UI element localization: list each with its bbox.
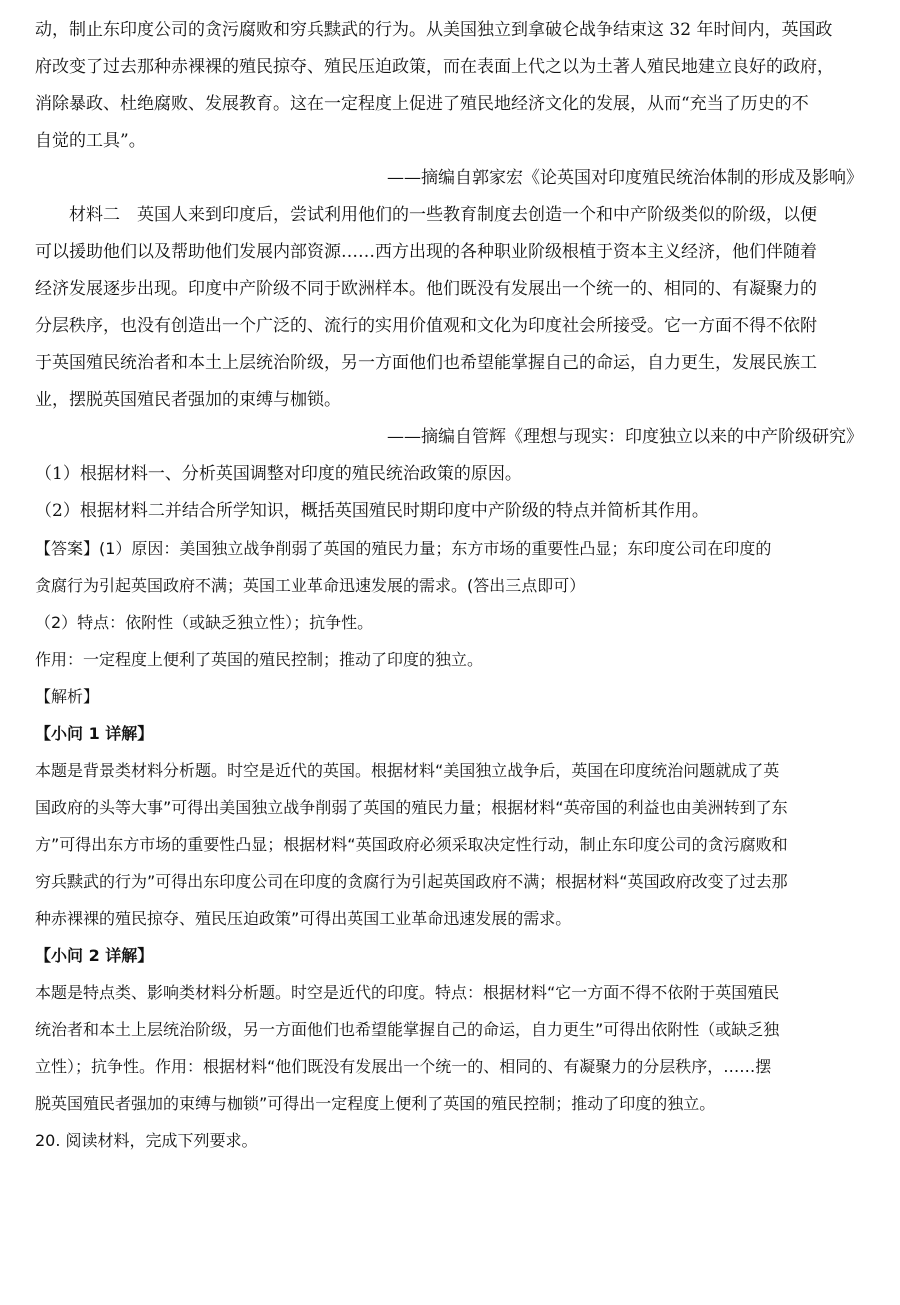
text-line: 分层秩序，也没有创造出一个广泛的、流行的实用价值观和文化为印度社会所接受。它一方面不得不依附 — [35, 316, 817, 336]
sub-question-1-header: 【小问 1 详解】 — [35, 724, 154, 743]
analysis-line: 穷兵黩武的行为”可得出东印度公司在印度的贪腐行为引起英国政府不满；根据材料“英国政府改变了过去那 — [35, 872, 788, 891]
text-line: 可以援助他们以及帮助他们发展内部资源……西方出现的各种职业阶级根植于资本主义经济，他们伴随着 — [35, 242, 817, 262]
material-two — [35, 197, 863, 456]
text-line: 经济发展逐步出现。印度中产阶级不同于欧洲样本。他们既没有发展出一个统一的、相同的、有凝聚力的 — [35, 279, 817, 299]
analysis-line: 国政府的头等大事”可得出美国独立战争削弱了英国的殖民力量；根据材料“英帝国的利益也由美洲转到了东 — [35, 798, 788, 817]
sub-question-2-header: 【小问 2 详解】 — [35, 946, 154, 965]
source-citation: ——摘编自管辉《理想与现实：印度独立以来的中产阶级研究》 — [387, 427, 863, 447]
text-line: 动，制止东印度公司的贪污腐败和穷兵黩武的行为。从美国独立到拿破仑战争结束这 32 年时间内，英国政 — [35, 20, 833, 40]
text-line: 自觉的工具”。 — [35, 131, 146, 151]
next-question: 20. 阅读材料，完成下列要求。 — [35, 1131, 258, 1150]
text-line: 府改变了过去那种赤裸裸的殖民掠夺、殖民压迫政策，而在表面上代之以为土著人殖民地建立良好的政府， — [35, 57, 834, 77]
answer-line: 作用：一定程度上便利了英国的殖民控制；推动了印度的独立。 — [35, 650, 484, 669]
analysis-block — [35, 678, 863, 1122]
analysis-line: 本题是特点类、影响类材料分析题。时空是近代的印度。特点：根据材料“它一方面不得不依附于英国殖民 — [35, 983, 780, 1002]
analysis-line: 立性）；抗争性。作用：根据材料“他们既没有发展出一个统一的、相同的、有凝聚力的分层秩序，……摆 — [35, 1057, 772, 1076]
questions — [35, 456, 863, 530]
text-line: 业，摆脱英国殖民者强加的束缚与枷锁。 — [35, 390, 341, 410]
analysis-line: 统治者和本土上层统治阶级，另一方面他们也希望能掌握自己的命运，自力更生”可得出依附性（或缺乏独 — [35, 1020, 780, 1039]
answer-line: 贪腐行为引起英国政府不满；英国工业革命迅速发展的需求。(答出三点即可） — [35, 576, 586, 595]
document-page — [35, 12, 863, 1159]
question-2: （2）根据材料二并结合所学知识，概括英国殖民时期印度中产阶级的特点并简析其作用。 — [35, 501, 709, 521]
answer-line: 【答案】(1）原因：美国独立战争削弱了英国的殖民力量；东方市场的重要性凸显；东印度公司在印度的 — [35, 539, 772, 558]
analysis-line: 脱英国殖民者强加的束缚与枷锁”可得出一定程度上便利了英国的殖民控制；推动了印度的独立。 — [35, 1094, 716, 1113]
analysis-line: 本题是背景类材料分析题。时空是近代的英国。根据材料“美国独立战争后，英国在印度统治问题就成了英 — [35, 761, 780, 780]
text-line: 于英国殖民统治者和本土上层统治阶级，另一方面他们也希望能掌握自己的命运，自力更生，发展民族工 — [35, 353, 817, 373]
analysis-header: 【解析】 — [35, 687, 100, 706]
analysis-line: 方”可得出东方市场的重要性凸显；根据材料“英国政府必须采取决定性行动，制止东印度公司的贪污腐败和 — [35, 835, 788, 854]
analysis-line: 种赤裸裸的殖民掠夺、殖民压迫政策”可得出英国工业革命迅速发展的需求。 — [35, 909, 572, 928]
question-1: （1）根据材料一、分析英国调整对印度的殖民统治政策的原因。 — [35, 464, 522, 484]
source-citation: ——摘编自郭家宏《论英国对印度殖民统治体制的形成及影响》 — [387, 168, 863, 188]
text-line: 材料二 英国人来到印度后，尝试利用他们的一些教育制度去创造一个和中产阶级类似的阶级，以便 — [69, 205, 817, 225]
answer-line: （2）特点：依附性（或缺乏独立性）；抗争性。 — [35, 613, 374, 632]
text-line: 消除暴政、杜绝腐败、发展教育。这在一定程度上促进了殖民地经济文化的发展，从而“充当了历史的不 — [35, 94, 809, 114]
material-one-tail — [35, 12, 863, 197]
answer-block — [35, 530, 863, 678]
